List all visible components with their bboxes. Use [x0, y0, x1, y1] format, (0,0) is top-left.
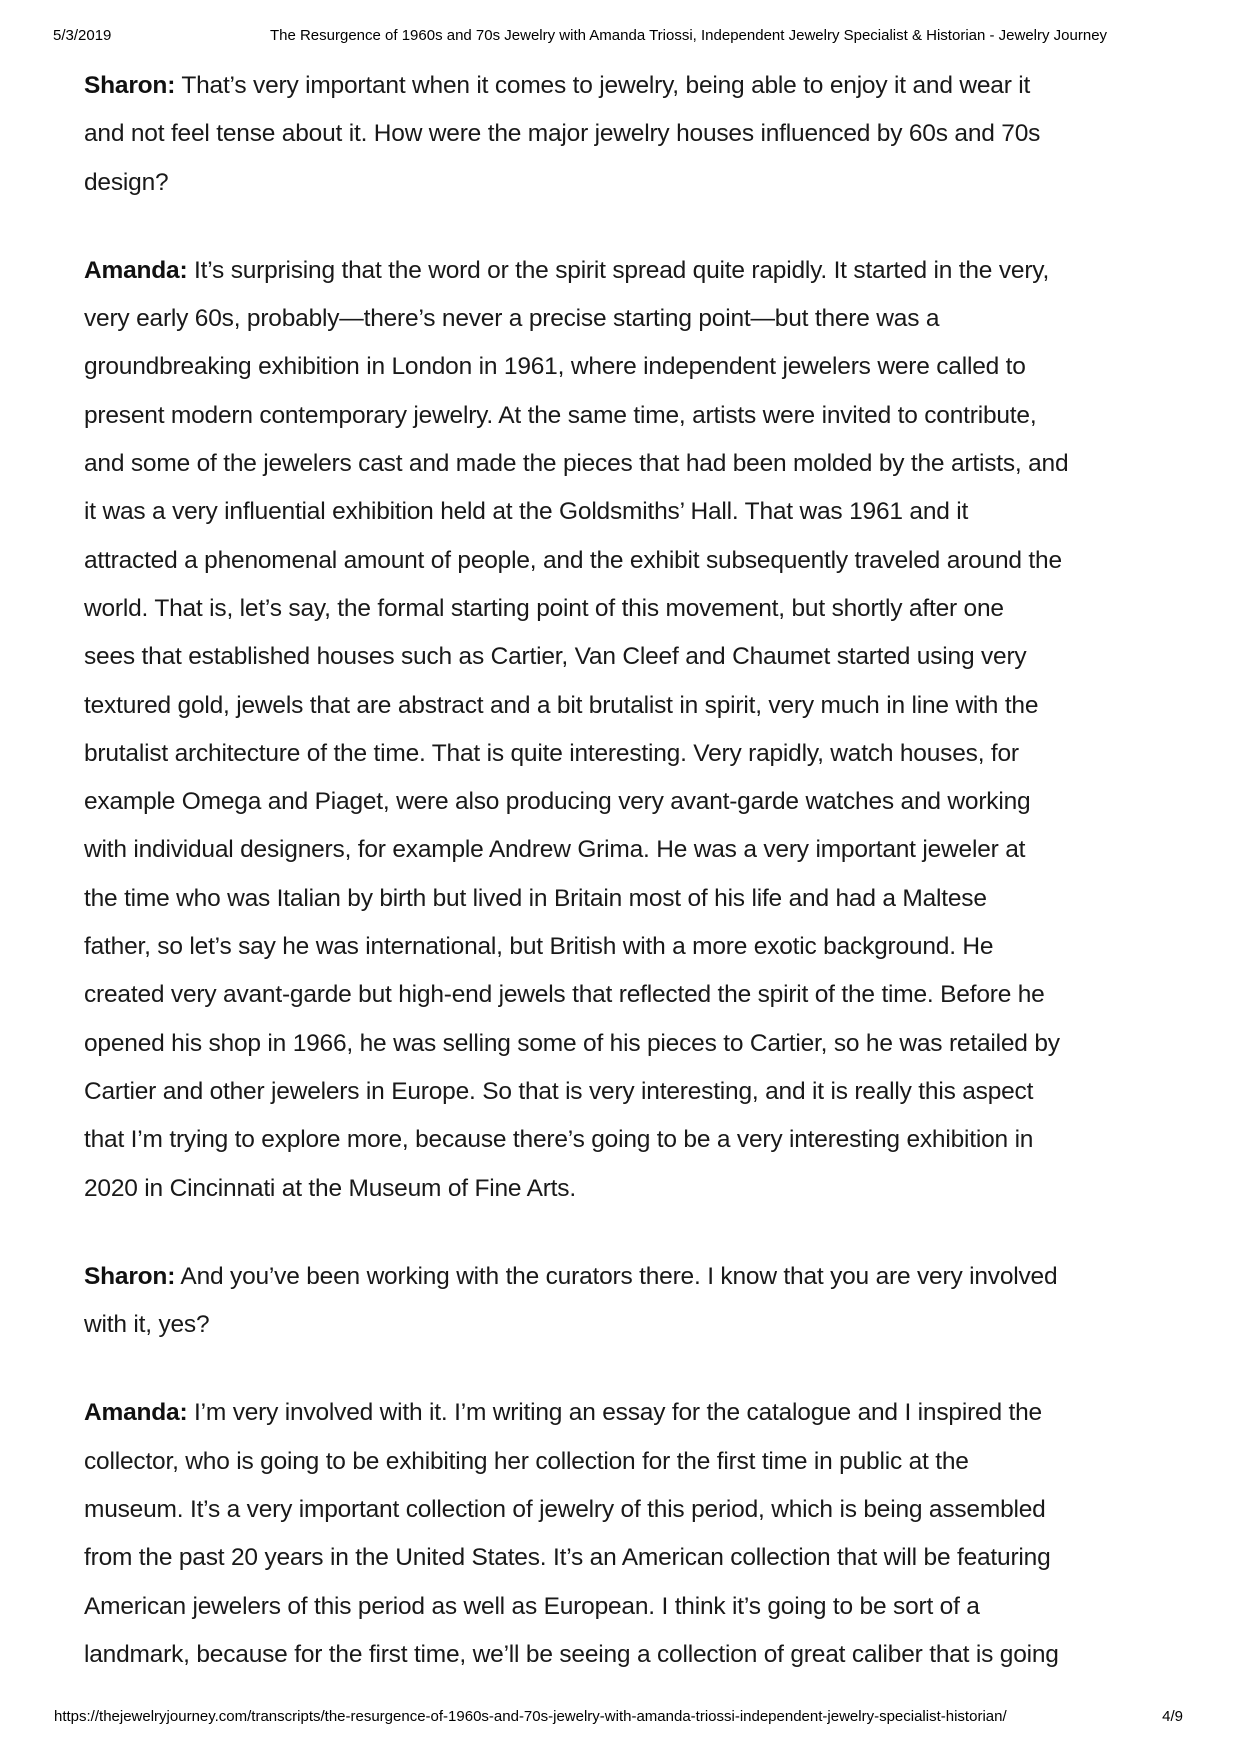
text-line: Amanda: I’m very involved with it. I’m writing an essay for the catalogue and I inspired the — [84, 1399, 1042, 1427]
speaker-label: Sharon: — [84, 72, 176, 99]
text-line: world. That is, let’s say, the formal starting point of this movement, but shortly after one — [84, 594, 1004, 622]
text-line: present modern contemporary jewelry. At the same time, artists were invited to contribute, — [84, 401, 1037, 429]
transcript-paragraph — [84, 1389, 1182, 1679]
text-line: father, so let’s say he was international, but British with a more exotic background. He — [84, 933, 994, 961]
print-title: The Resurgence of 1960s and 70s Jewelry with Amanda Triossi, Independent Jewelry Specialist & Historian - Jewelry Journey — [269, 27, 1108, 44]
text-line: with it, yes? — [84, 1311, 210, 1339]
speaker-label: Amanda: — [84, 256, 188, 284]
text-line: the time who was Italian by birth but lived in Britain most of his life and had a Maltese — [84, 884, 987, 912]
text-line: Sharon: That’s very important when it comes to jewelry, being able to enjoy it and wear it — [84, 72, 1031, 99]
text-line: Sharon: And you’ve been working with the curators there. I know that you are very involved — [84, 1262, 1058, 1290]
print-date: 5/3/2019 — [53, 27, 112, 44]
text-line: textured gold, jewels that are abstract and a bit brutalist in spirit, very much in line with the — [84, 691, 1039, 719]
text-line: and not feel tense about it. How were the major jewelry houses influenced by 60s and 70s — [84, 120, 1041, 148]
text-line: American jewelers of this period as well as European. I think it’s going to be sort of a — [84, 1592, 980, 1620]
text-line: it was a very influential exhibition held at the Goldsmiths’ Hall. That was 1961 and it — [84, 498, 969, 526]
speaker-label: Sharon: — [84, 1262, 176, 1290]
text-line: with individual designers, for example Andrew Grima. He was a very important jeweler at — [84, 836, 1026, 864]
text-line: museum. It’s a very important collection of jewelry of this period, which is being assembled — [84, 1496, 1046, 1524]
text-line: created very avant-garde but high-end jewels that reflected the spirit of the time. Before he — [84, 981, 1045, 1009]
text-line: and some of the jewelers cast and made the pieces that had been molded by the artists, and — [84, 450, 1069, 478]
text-line: from the past 20 years in the United States. It’s an American collection that will be featuring — [84, 1544, 1051, 1572]
text-line: opened his shop in 1966, he was selling some of his pieces to Cartier, so he was retailed by — [84, 1029, 1060, 1057]
text-line: 2020 in Cincinnati at the Museum of Fine Arts. — [84, 1174, 576, 1202]
text-line: example Omega and Piaget, were also producing very avant-garde watches and working — [84, 788, 1031, 816]
transcript-paragraph — [84, 247, 1182, 1213]
text-line: sees that established houses such as Cartier, Van Cleef and Chaumet started using very — [84, 643, 1027, 671]
text-line: brutalist architecture of the time. That is quite interesting. Very rapidly, watch houses, for — [84, 739, 1019, 767]
speaker-label: Amanda: — [84, 1399, 188, 1427]
transcript-paragraph — [84, 1253, 1182, 1350]
text-line: landmark, because for the first time, we’ll be seeing a collection of great caliber that is going — [84, 1640, 1059, 1668]
text-line: very early 60s, probably—there’s never a precise starting point—but there was a — [84, 305, 940, 333]
source-url: https://thejewelryjourney.com/transcripts/the-resurgence-of-1960s-and-70s-jewelry-with-amanda-triossi-independent-jewelry-specialist-historian/ — [54, 1708, 1007, 1725]
text-line: Cartier and other jewelers in Europe. So that is very interesting, and it is really this aspect — [84, 1077, 1034, 1105]
print-header — [0, 27, 1240, 47]
text-line: groundbreaking exhibition in London in 1961, where independent jewelers were called to — [84, 353, 1026, 381]
text-line: design? — [84, 168, 169, 196]
print-footer — [0, 1708, 1240, 1726]
text-line: that I’m trying to explore more, because there’s going to be a very interesting exhibition in — [84, 1126, 1034, 1154]
transcript-content — [84, 62, 1182, 1679]
text-line: collector, who is going to be exhibiting her collection for the first time in public at the — [84, 1447, 969, 1475]
text-line: attracted a phenomenal amount of people, and the exhibit subsequently traveled around the — [84, 546, 1062, 574]
text-line: Amanda: It’s surprising that the word or the spirit spread quite rapidly. It started in the very, — [84, 256, 1050, 284]
page-number: 4/9 — [1162, 1708, 1183, 1725]
transcript-paragraph — [84, 62, 1182, 207]
